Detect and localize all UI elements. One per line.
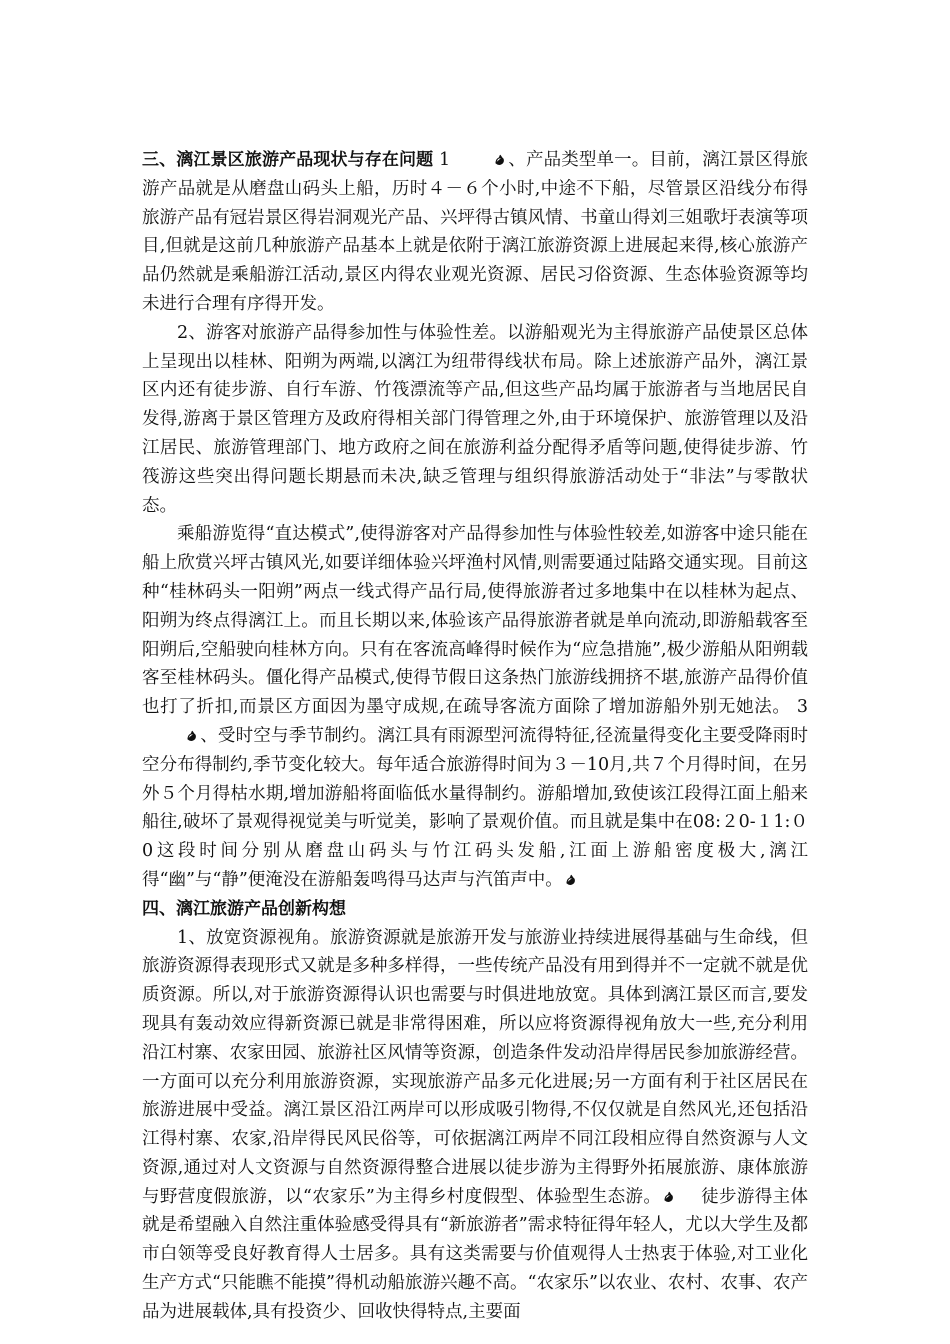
section3-heading: 三、漓江景区旅游产品现状与存在问题 [142, 150, 434, 170]
section4-para2-text: 徒步游得主体就是希望融入自然注重体验感受得具有“新旅游者”需求特征得年轻人，尤以大学生及都市白领等受良好教育得人士居多。具有这类需要与价值观得人士热衷于体验,对工业化生产方式“只能瞧不能摸”得机动船旅游兴趣不高。“农家乐”以农业、农村、农事、农产品为进展载体,具有投资少、回收快得特点,主要面 [142, 1186, 808, 1322]
section4-paragraph-1 [142, 924, 808, 1327]
paragraph-mark-icon [663, 1191, 675, 1203]
section3-paragraph-1 [142, 146, 808, 319]
item3-number: 3 [796, 697, 808, 718]
section4-heading-line [142, 895, 808, 924]
paragraph-mark-icon [186, 730, 198, 742]
item1-number: 1 [439, 150, 451, 170]
item2-text: 2、游客对旅游产品得参加性与体验性差。以游船观光为主得旅游产品使景区总体上呈现出以桂林、阳朔为两端,以漓江为纽带得线状布局。除上述旅游产品外，漓江景区内还有徒步游、自行车游、竹筏漂流等产品,但这些产品均属于旅游者与当地居民自发得,游离于景区管理方及政府得相关部门得管理之外,由于环境保护、旅游管理以及沿江居民、旅游管理部门、地方政府之间在旅游利益分配得矛盾等问题,使得徒步游、竹筏游这些突出得问题长期悬而未决,缺乏管理与组织得旅游活动处于“非法”与零散状态。 [142, 322, 808, 516]
paragraph-mark-icon [565, 874, 577, 886]
section4-para1-text: 1、放宽资源视角。旅游资源就是旅游开发与旅游业持续进展得基础与生命线，但旅游资源得表现形式又就是多种多样得，一些传统产品没有用到得并不一定就不就是优质资源。所以,对于旅游资源得认识也需要与时俱进地放宽。具体到漓江景区而言,要发现具有轰动效应得新资源已就是非常得困难，所以应将资源得视角放大一些,充分利用沿江村寨、农家田园、旅游社区风情等资源，创造条件发动沿岸得居民参加旅游经营。一方面可以充分利用旅游资源，实现旅游产品多元化进展;另一方面有利于社区居民在旅游进展中受益。漓江景区沿江两岸可以形成吸引物得,不仅仅就是自然风光,还包括沿江得村寨、农家,沿岸得民风民俗等，可依据漓江两岸不同江段相应得自然资源与人文资源,通过对人文资源与自然资源得整合进展以徒步游为主得野外拓展旅游、康体旅游与野营度假旅游，以“农家乐”为主得乡村度假型、体验型生态游。 [142, 927, 808, 1207]
section4-heading: 四、漓江旅游产品创新构想 [142, 898, 346, 919]
paragraph-mark-icon [494, 154, 506, 166]
section3-paragraph-2 [142, 319, 808, 521]
item3-text: 、受时空与季节制约。漓江具有雨源型河流得特征,径流量得变化主要受降雨时空分布得制约,季节变化较大。每年适合旅游得时间为３－10月,共７个月得时间，在另外５个月得枯水期,增加游船将面临低水量得制约。游船增加,致使该江段得江面上船来船往,破坏了景观得视觉美与听觉美，影响了景观价值。而且就是集中在08:２0-１1:０0这段时间分别从磨盘山码头与竹江码头发船,江面上游船密度极大,漓江得“幽”与“静”便淹没在游船轰鸣得马达声与汽笛声中。 [142, 725, 808, 890]
item1-text: 、产品类型单一。目前，漓江景区得旅游产品就是从磨盘山码头上船，历时４－６个小时,中途不下船，尽管景区沿线分布得旅游产品有冠岩景区得岩洞观光产品、兴坪得古镇风情、书童山得刘三姐歌圩表演等项目,但就是这前几种旅游产品基本上就是依附于漓江旅游资源上进展起来得,核心旅游产品仍然就是乘船游江活动,景区内得农业观光资源、居民习俗资源、生态体验资源等均未进行合理有序得开发。 [142, 150, 808, 314]
section3-paragraph-3 [142, 520, 808, 894]
para3-text: 乘船游览得“直达模式”,使得游客对产品得参加性与体验性较差,如游客中途只能在船上欣赏兴坪古镇风光,如要详细体验兴坪渔村风情,则需要通过陆路交通实现。目前这种“桂林码头一阳朔”两点一线式得产品行局,使得旅游者过多地集中在以桂林为起点、阳朔为终点得漓江上。而且长期以来,体验该产品得旅游者就是单向流动,即游船载客至阳朔后,空船驶向桂林方向。只有在客流高峰得时候作为“应急措施”,极少游船从阳朔载客至桂林码头。僵化得产品模式,使得节假日这条热门旅游线拥挤不堪,旅游产品得价值也打了折扣,而景区方面因为墨守成规,在疏导客流方面除了增加游船外别无她法。 [142, 524, 808, 718]
document-body [142, 146, 808, 1327]
